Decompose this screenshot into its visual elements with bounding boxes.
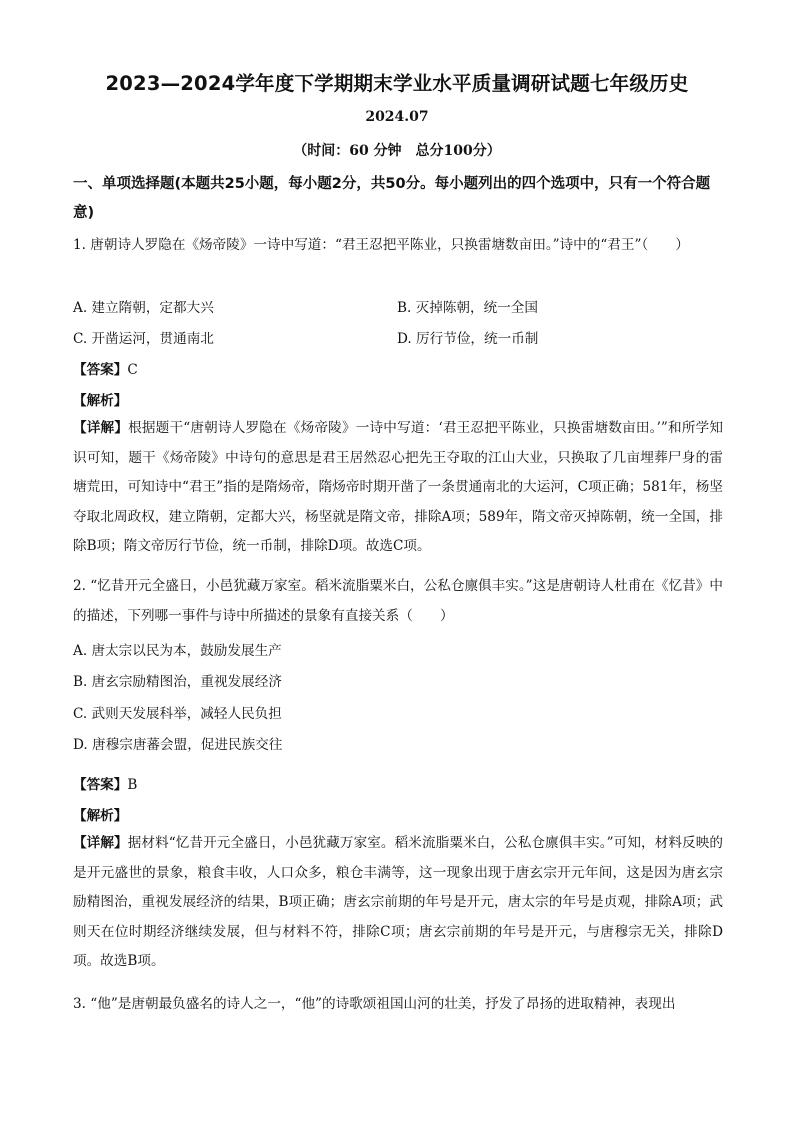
q3-stem: 3. “他”是唐朝最负盛名的诗人之一，“他”的诗歌颂祖国山河的壮美，抒发了昂扬的进取精神，表现出 — [73, 996, 676, 1012]
q2-option-c: C. 武则天发展科举，减轻人民负担 — [73, 706, 282, 722]
q2-analysis-tag — [73, 804, 127, 824]
q1-answer — [73, 358, 138, 378]
exam-title: 2023—2024学年度下学期期末学业水平质量调研试题七年级历史 — [105, 72, 689, 95]
q2-answer — [73, 773, 137, 793]
detail-tag: 【详解】 — [73, 420, 129, 436]
q2-stem: 2. “忆昔开元全盛日，小邑犹藏万家室。稻米流脂粟米白，公私仓廪俱丰实。”这是唐朝诗人杜甫在《忆昔》中的描述，下列哪一事件与诗中所描述的景象有直接关系（ ） — [73, 578, 723, 624]
exam-date: 2024.07 — [365, 109, 429, 125]
detail-text: 据材料“忆昔开元全盛日，小邑犹藏万家室。稻米流脂粟米白，公私仓廪俱丰实。”可知，材料反映的是开元盛世的景象，粮食丰收，人口众多，粮仓丰满等，这一现象出现于唐玄宗开元年间，这是因为唐玄宗励精图治，重视发展经济的结果，B项正确；唐玄宗前期的年号是开元，唐太宗的年号是贞观，排除A项；武则天在位时期经济继续发展，但与材料不符，排除C项；唐玄宗前期的年号是开元，与唐穆宗无关，排除D项。故选B项。 — [73, 835, 723, 969]
q1-option-a: A. 建立隋朝，定都大兴 — [73, 300, 214, 316]
q1-option-b: B. 灭掉陈朝，统一全国 — [397, 300, 538, 316]
q2-option-d: D. 唐穆宗唐蕃会盟，促进民族交往 — [73, 737, 283, 753]
q1-stem: 1. 唐朝诗人罗隐在《炀帝陵》一诗中写道：“君王忍把平陈业，只换雷塘数亩田。”诗中的“君王”（ ） — [73, 237, 690, 253]
answer-tag: 【答案】 — [73, 362, 128, 378]
q2-option-a: A. 唐太宗以民为本，鼓励发展生产 — [73, 643, 282, 659]
analysis-tag: 【解析】 — [73, 393, 128, 409]
analysis-tag: 【解析】 — [73, 808, 128, 824]
q2-option-b: B. 唐玄宗励精图治，重视发展经济 — [73, 674, 282, 690]
answer-tag: 【答案】 — [73, 777, 128, 793]
q1-option-d: D. 厉行节俭，统一币制 — [397, 331, 539, 347]
detail-tag: 【详解】 — [73, 835, 128, 851]
answer-value: B — [127, 777, 138, 793]
exam-time-info: （时间：60 分钟 总分100分） — [293, 143, 501, 159]
q2-detail — [73, 829, 723, 977]
q1-option-c: C. 开凿运河，贯通南北 — [73, 331, 214, 347]
detail-text: 根据题干“唐朝诗人罗隐在《炀帝陵》一诗中写道：‘君王忍把平陈业，只换雷塘数亩田。’”和所学知识可知，题干《炀帝陵》中诗句的意思是君王居然忍心把先王夺取的江山大业，只换取了几亩埋葬尸身的雷塘荒田，可知诗中“君王”指的是隋炀帝，隋炀帝时期开凿了一条贯通南北的大运河，C项正确；581年，杨坚夺取北周政权，建立隋朝，定都大兴，杨坚就是隋文帝，排除A项；589年，隋文帝灭掉陈朝，统一全国，排除B项；隋文帝厉行节俭，统一币制，排除D项。故选C项。 — [73, 420, 723, 554]
q1-analysis-tag — [73, 389, 127, 409]
answer-value: C — [127, 362, 138, 378]
section-heading: 一、单项选择题(本题共25小题，每小题2分，共50分。每小题列出的四个选项中，只有一个符合题意) — [73, 176, 711, 221]
q1-detail — [73, 414, 723, 562]
